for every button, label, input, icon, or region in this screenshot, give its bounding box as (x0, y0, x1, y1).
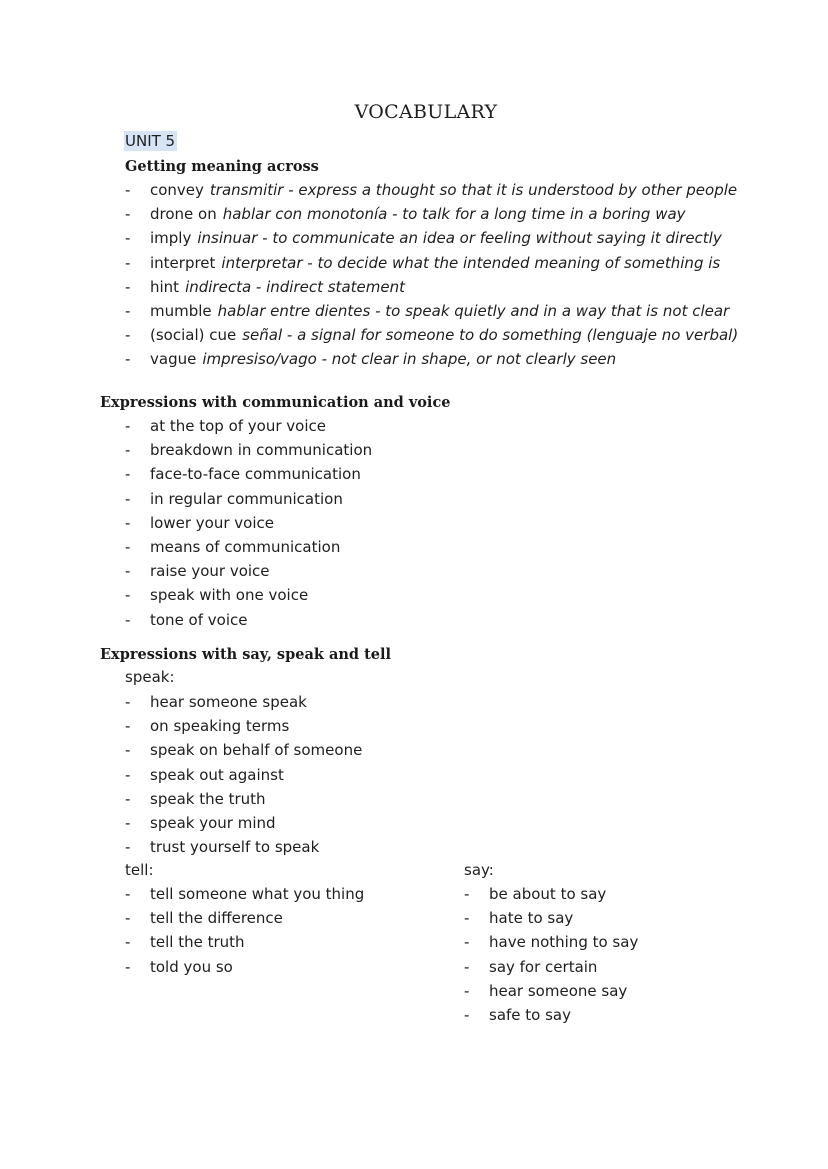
list-item (125, 438, 372, 462)
vocab-item (125, 347, 738, 371)
list-item (125, 690, 362, 714)
vocab-term: hint (150, 277, 180, 296)
vocab-definition: señal - a signal for someone to do something (lenguaje no verbal) (242, 326, 739, 345)
dash-bullet: - (464, 957, 470, 976)
communication-voice-list (125, 414, 372, 632)
speak-label: speak: (125, 668, 175, 686)
item-text: trust yourself to speak (150, 838, 320, 857)
list-item (125, 930, 364, 954)
item-text: in regular communication (150, 489, 343, 508)
dash-bullet: - (125, 957, 131, 976)
vocab-item (125, 226, 738, 250)
dash-bullet: - (464, 885, 470, 903)
list-item (125, 608, 372, 632)
dash-bullet: - (125, 181, 131, 199)
list-item (125, 787, 362, 811)
vocab-item (125, 202, 738, 226)
say-label: say: (464, 861, 494, 879)
list-item (464, 930, 638, 954)
item-text: tone of voice (150, 610, 248, 629)
item-text: face-to-face communication (150, 465, 361, 484)
list-item (125, 487, 372, 511)
item-text: lower your voice (150, 513, 274, 532)
dash-bullet: - (125, 537, 131, 556)
say-list (464, 882, 638, 1027)
vocab-definition: hablar con monotonía - to talk for a long time in a boring way (222, 205, 686, 224)
list-item (125, 714, 362, 738)
item-text: tell the difference (150, 909, 283, 928)
vocab-item (125, 323, 738, 347)
vocab-definition: hablar entre dientes - to speak quietly and in a way that is not clear (217, 301, 730, 320)
dash-bullet: - (125, 909, 131, 928)
vocab-item (125, 178, 738, 202)
unit-label: UNIT 5 (125, 132, 176, 150)
vocab-definition: transmitir - express a thought so that it is understood by other people (209, 181, 738, 199)
list-item (464, 955, 638, 979)
list-item (125, 763, 362, 787)
dash-bullet: - (464, 1005, 470, 1024)
vocab-definition: interpretar - to decide what the intended meaning of something is (221, 253, 721, 272)
dash-bullet: - (125, 693, 131, 711)
dash-bullet: - (125, 205, 131, 224)
item-text: speak the truth (150, 789, 266, 808)
item-text: tell the truth (150, 933, 245, 952)
vocab-term: convey (150, 181, 204, 199)
dash-bullet: - (125, 885, 131, 903)
tell-label: tell: (125, 861, 154, 879)
list-item (464, 882, 638, 906)
list-item (125, 462, 372, 486)
item-text: means of communication (150, 537, 341, 556)
dash-bullet: - (125, 465, 131, 484)
list-item (125, 738, 362, 762)
item-text: tell someone what you thing (150, 885, 365, 903)
list-item (464, 906, 638, 930)
dash-bullet: - (125, 586, 131, 605)
item-text: told you so (150, 957, 233, 976)
list-item (125, 835, 362, 859)
list-item (464, 1003, 638, 1027)
dash-bullet: - (125, 301, 131, 320)
dash-bullet: - (125, 229, 131, 248)
vocab-term: mumble (150, 301, 212, 320)
vocab-item (125, 275, 738, 299)
dash-bullet: - (125, 253, 131, 272)
list-item (125, 583, 372, 607)
vocab-definition: indirecta - indirect statement (185, 277, 405, 296)
vocab-item (125, 299, 738, 323)
dash-bullet: - (125, 513, 131, 532)
item-text: safe to say (489, 1005, 571, 1024)
item-text: breakdown in communication (150, 441, 373, 460)
page-title: VOCABULARY (354, 101, 498, 123)
list-item (125, 414, 372, 438)
dash-bullet: - (125, 562, 131, 581)
list-item (125, 511, 372, 535)
list-item (125, 906, 364, 930)
dash-bullet: - (125, 765, 131, 784)
section-heading-getting-meaning: Getting meaning across (125, 158, 319, 175)
vocab-term: imply (150, 229, 192, 248)
item-text: speak out against (150, 765, 284, 784)
dash-bullet: - (464, 981, 470, 1000)
item-text: hear someone say (489, 981, 628, 1000)
dash-bullet: - (125, 838, 131, 857)
item-text: speak on behalf of someone (150, 741, 363, 760)
item-text: speak your mind (150, 813, 276, 832)
item-text: have nothing to say (489, 933, 639, 952)
dash-bullet: - (125, 441, 131, 460)
vocab-term: interpret (150, 253, 216, 272)
vocab-definition: impresiso/vago - not clear in shape, or not clearly seen (202, 350, 617, 369)
dash-bullet: - (125, 277, 131, 296)
dash-bullet: - (125, 933, 131, 952)
dash-bullet: - (125, 717, 131, 736)
item-text: speak with one voice (150, 586, 309, 605)
item-text: hear someone speak (150, 693, 307, 711)
section-heading-communication-voice: Expressions with communication and voice (100, 394, 451, 411)
section-heading-say-speak-tell: Expressions with say, speak and tell (100, 646, 392, 663)
list-item (125, 811, 362, 835)
vocab-item (125, 251, 738, 275)
item-text: be about to say (489, 885, 607, 903)
dash-bullet: - (464, 909, 470, 928)
dash-bullet: - (125, 350, 131, 369)
dash-bullet: - (464, 933, 470, 952)
getting-meaning-list (125, 178, 738, 372)
vocab-definition: insinuar - to communicate an idea or feeling without saying it directly (197, 229, 722, 248)
dash-bullet: - (125, 489, 131, 508)
vocab-term: (social) cue (150, 326, 237, 345)
speak-list (125, 690, 362, 859)
item-text: on speaking terms (150, 717, 290, 736)
list-item (125, 535, 372, 559)
tell-list (125, 882, 364, 979)
list-item (125, 955, 364, 979)
dash-bullet: - (125, 741, 131, 760)
dash-bullet: - (125, 789, 131, 808)
list-item (125, 882, 364, 906)
dash-bullet: - (125, 326, 131, 345)
item-text: raise your voice (150, 562, 270, 581)
dash-bullet: - (125, 417, 131, 435)
item-text: at the top of your voice (150, 417, 326, 435)
vocab-term: drone on (150, 205, 217, 224)
list-item (125, 559, 372, 583)
vocab-term: vague (150, 350, 197, 369)
dash-bullet: - (125, 813, 131, 832)
item-text: say for certain (489, 957, 598, 976)
dash-bullet: - (125, 610, 131, 629)
list-item (464, 979, 638, 1003)
item-text: hate to say (489, 909, 574, 928)
